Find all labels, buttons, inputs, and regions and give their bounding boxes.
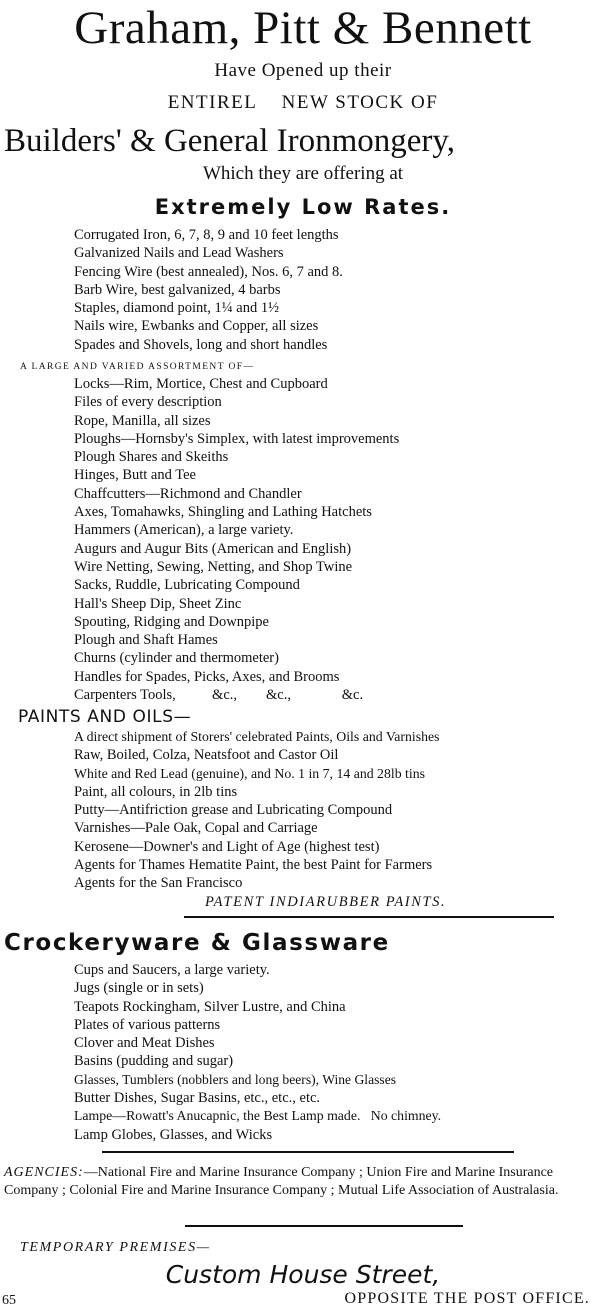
divider [185, 1225, 463, 1227]
list-item: Corrugated Iron, 6, 7, 8, 9 and 10 feet lengths [74, 227, 339, 243]
offer-line: Which they are offering at [202, 163, 404, 184]
list-item: Handles for Spades, Picks, Axes, and Brooms [74, 668, 340, 685]
assortment-list [74, 375, 399, 704]
agencies-text: —National Fire and Marine Insurance Company ; Union Fire and Marine Insurance Company ; Colonial Fire and Marine Insurance Company ; Mutual Life Association of Australasia. [4, 1165, 559, 1198]
list-item: Jugs (single or in sets) [74, 980, 204, 997]
list-item: Chaffcutters—Richmond and Chandler [74, 485, 302, 502]
list-item: Glasses, Tumblers (nobblers and long beers), Wine Glasses [74, 1071, 397, 1087]
intro-line: Have Opened up their [214, 60, 392, 81]
patent-paints-line: PATENT INDIARUBBER PAINTS. [205, 894, 447, 910]
list-item: White and Red Lead (genuine), and No. 1 in 7, 14 and 28lb tins [74, 765, 425, 781]
list-item: Hammers (American), a large variety. [74, 522, 294, 539]
list-item: Plough and Shaft Hames [74, 632, 218, 649]
list-item: Hinges, Butt and Tee [74, 467, 196, 484]
list-item: Spades and Shovels, long and short handles [74, 336, 328, 353]
list-item: A direct shipment of Storers' celebrated Paints, Oils and Varnishes [74, 729, 440, 744]
list-item: Carpenters Tools, &c., &c., &c. [74, 687, 364, 704]
rates-heading: Extremely Low Rates. [154, 195, 452, 219]
page-number: 65 [2, 1293, 16, 1308]
list-item: Galvanized Nails and Lead Washers [74, 245, 284, 262]
list-item: Churns (cylinder and thermometer) [74, 650, 279, 667]
list-item: Paint, all colours, in 2lb tins [74, 783, 238, 800]
list-item: Kerosene—Downer's and Light of Age (highest test) [74, 838, 380, 855]
list-item: Butter Dishes, Sugar Basins, etc., etc., etc. [74, 1090, 321, 1107]
agencies-label: AGENCIES: [4, 1165, 84, 1180]
list-item: Files of every description [74, 394, 222, 411]
list-item: Staples, diamond point, 1¼ and 1½ [74, 300, 279, 317]
divider [184, 916, 554, 918]
list-item: Wire Netting, Sewing, Netting, and Shop Twine [74, 558, 353, 575]
list-item: Agents for Thames Hematite Paint, the best Paint for Farmers [74, 857, 433, 874]
list-item: Raw, Boiled, Colza, Neatsfoot and Castor Oil [74, 747, 339, 764]
list-item: Augurs and Augur Bits (American and English) [74, 540, 352, 557]
list-item: Axes, Tomahawks, Shingling and Lathing Hatchets [74, 504, 372, 521]
ironmongery-list [74, 226, 343, 354]
crockery-list [74, 961, 441, 1144]
list-item: Fencing Wire (best annealed), Nos. 6, 7 and 8. [74, 263, 343, 280]
list-item: Teapots Rockingham, Silver Lustre, and China [74, 998, 346, 1015]
firm-name: Graham, Pitt & Bennett [74, 2, 532, 54]
list-item: Cups and Saucers, a large variety. [74, 962, 270, 978]
list-item: Rope, Manilla, all sizes [74, 412, 211, 429]
list-item: Clover and Meat Dishes [74, 1035, 215, 1052]
list-item: Plough Shares and Skeiths [74, 449, 229, 466]
list-item: Hall's Sheep Dip, Sheet Zinc [74, 595, 242, 612]
list-item: Lamp Globes, Glasses, and Wicks [74, 1126, 273, 1143]
street-address: Custom House Street, [165, 1260, 441, 1289]
list-item: Sacks, Ruddle, Lubricating Compound [74, 577, 300, 594]
opposite-post-office: OPPOSITE THE POST OFFICE. [344, 1290, 590, 1307]
list-item: Barb Wire, best galvanized, 4 barbs [74, 281, 281, 298]
agencies-paragraph [4, 1164, 604, 1199]
paints-heading: PAINTS AND OILS— [18, 707, 192, 727]
new-stock-line: ENTIREL NEW STOCK OF [167, 92, 439, 113]
list-item: Spouting, Ridging and Downpipe [74, 613, 269, 630]
crockery-heading: Crockeryware & Glassware [4, 930, 390, 956]
list-item: Putty—Antifriction grease and Lubricating Compound [74, 802, 393, 819]
list-item: Basins (pudding and sugar) [74, 1053, 234, 1070]
list-item: Nails wire, Ewbanks and Copper, all sizes [74, 318, 319, 335]
trade-heading: Builders' & General Ironmongery, [4, 123, 456, 159]
list-item: Ploughs—Hornsby's Simplex, with latest improvements [74, 430, 400, 447]
list-item: Plates of various patterns [74, 1016, 221, 1033]
assortment-heading: A LARGE AND VARIED ASSORTMENT OF— [20, 362, 255, 372]
list-item: Varnishes—Pale Oak, Copal and Carriage [74, 820, 318, 837]
divider [102, 1151, 514, 1153]
list-item: Agents for the San Francisco [74, 875, 243, 892]
paints-list [74, 728, 439, 893]
temporary-premises: TEMPORARY PREMISES— [20, 1240, 211, 1255]
list-item: Locks—Rim, Mortice, Chest and Cupboard [74, 376, 328, 392]
list-item: Lampe—Rowatt's Anucapnic, the Best Lamp made. No chimney. [74, 1108, 442, 1124]
